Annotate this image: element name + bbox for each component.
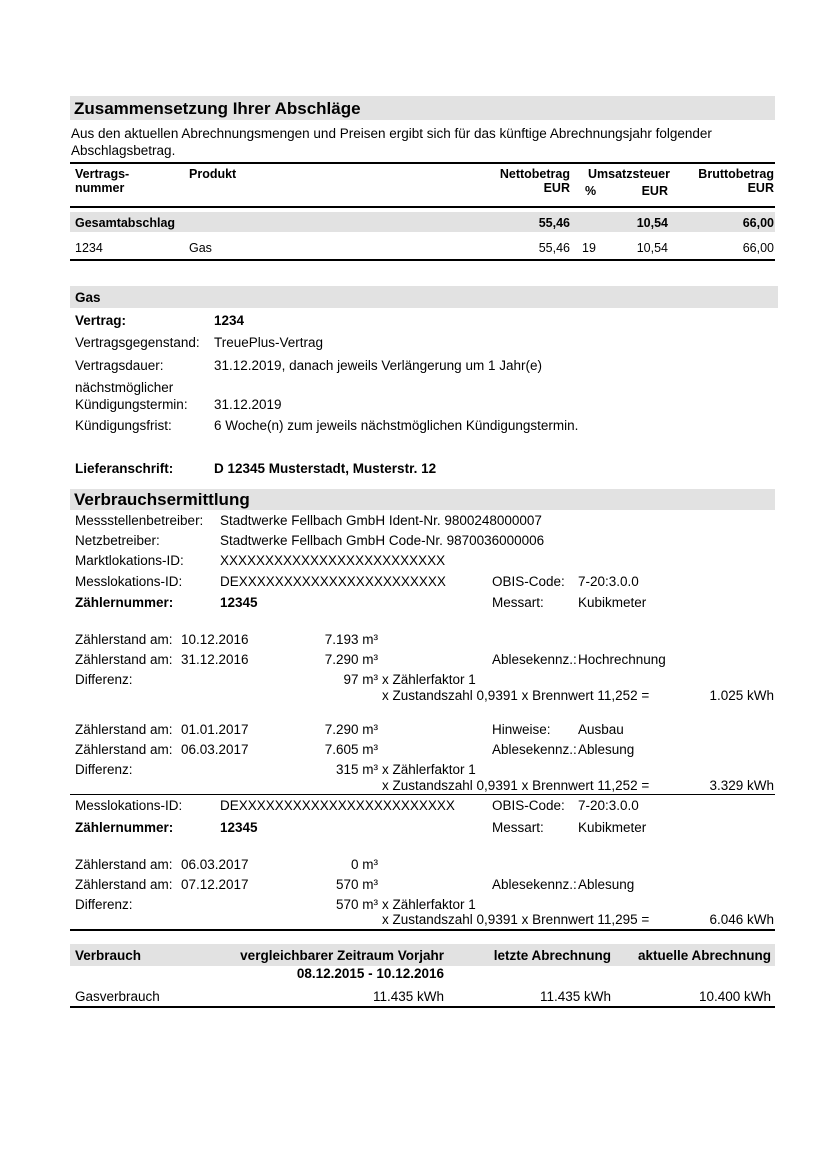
total-row-band	[70, 212, 775, 232]
msb-label: Messstellenbetreiber:	[75, 513, 204, 528]
zaehler-value: 12345	[220, 595, 258, 610]
zaehlerstand-value: 7.290 m³	[324, 652, 378, 667]
umrechnung-formel: x Zustandszahl 0,9391 x Brennwert 11,252 =	[382, 688, 650, 703]
melo-label: Messlokations-ID:	[75, 574, 183, 589]
obis-value: 7-20:3.0.0	[578, 574, 639, 589]
dauer-value: 31.12.2019, danach jeweils Verlängerung um 1 Jahr(e)	[214, 358, 542, 373]
obis-label: OBIS-Code:	[492, 798, 565, 813]
vergleich-row-label: Gasverbrauch	[75, 989, 160, 1004]
abschlaege-title: Zusammensetzung Ihrer Abschläge	[74, 99, 361, 118]
zaehlerstand-value: 7.193 m³	[324, 632, 378, 647]
col-header-ust-pct: %	[585, 184, 597, 198]
msb-value: Stadtwerke Fellbach GmbH Ident-Nr. 9800248000007	[220, 513, 542, 528]
zaehlerstand-label: Zählerstand am:	[75, 722, 173, 737]
messart-value: Kubikmeter	[578, 595, 647, 610]
zaehlerstand-label: Zählerstand am:	[75, 652, 173, 667]
ablesekennz-value: Ablesung	[578, 877, 635, 892]
zaehlerstand-date: 31.12.2016	[181, 652, 249, 667]
ablesekennz-label: Ablesekennz.:	[492, 742, 577, 757]
row-nummer: 1234	[75, 241, 103, 255]
col-header-produkt: Produkt	[189, 167, 237, 181]
malo-label: Marktlokations-ID:	[75, 553, 184, 568]
hinweise-label: Hinweise:	[492, 722, 551, 737]
zaehlerfaktor-text: x Zählerfaktor 1	[382, 897, 476, 912]
nb-value: Stadtwerke Fellbach GmbH Code-Nr. 9870036000006	[220, 533, 545, 548]
obis-value: 7-20:3.0.0	[578, 798, 639, 813]
vertrag-label: Vertrag:	[75, 313, 127, 328]
vergleich-header-letzte: letzte Abrechnung	[493, 948, 611, 963]
zaehler-label: Zählernummer:	[75, 820, 174, 835]
lieferanschrift-label: Lieferanschrift:	[75, 461, 174, 476]
vergleich-bottom-rule	[70, 1006, 775, 1008]
row-netto: 55,46	[538, 241, 570, 255]
zaehlerstand-label: Zählerstand am:	[75, 857, 173, 872]
total-label: Gesamtabschlag	[75, 216, 176, 230]
umrechnung-formel: x Zustandszahl 0,9391 x Brennwert 11,252 =	[382, 778, 650, 793]
differenz-value: 97 m³	[343, 672, 378, 687]
vertrag-value: 1234	[214, 313, 245, 328]
zaehlerstand-label: Zählerstand am:	[75, 877, 173, 892]
col-header-brutto-2: EUR	[747, 181, 774, 195]
zaehlerstand-date: 07.12.2017	[181, 877, 249, 892]
abschlaege-intro-line1: Aus den aktuellen Abrechnungsmengen und Preisen ergibt sich für das künftige Abrechnungsjahr folgender	[71, 126, 712, 141]
total-brutto: 66,00	[742, 216, 774, 230]
hinweise-value: Ausbau	[578, 722, 624, 737]
kwh-result: 3.329 kWh	[709, 778, 774, 793]
row-brutto: 66,00	[742, 241, 774, 255]
gas-title: Gas	[75, 290, 101, 305]
zaehler-value: 12345	[220, 820, 258, 835]
zaehlerstand-date: 01.01.2017	[181, 722, 249, 737]
zaehlerstand-label: Zählerstand am:	[75, 632, 173, 647]
total-ust: 10,54	[636, 216, 668, 230]
vergleich-row-letzte: 11.435 kWh	[539, 989, 611, 1004]
col-header-ust: Umsatzsteuer	[588, 167, 670, 181]
kuendigung-value: 31.12.2019	[214, 397, 282, 412]
vergleich-header-vorjahr: vergleichbarer Zeitraum Vorjahr	[240, 948, 444, 963]
col-header-brutto-1: Bruttobetrag	[698, 167, 774, 181]
frist-value: 6 Woche(n) zum jeweils nächstmöglichen Kündigungstermin.	[214, 418, 579, 433]
messart-label: Messart:	[492, 820, 544, 835]
dauer-label: Vertragsdauer:	[75, 358, 164, 373]
differenz-value: 570 m³	[335, 897, 378, 912]
verbrauch-bottom-rule	[70, 929, 775, 931]
obis-label: OBIS-Code:	[492, 574, 565, 589]
gegenstand-value: TreuePlus-Vertrag	[214, 335, 324, 350]
zaehlerstand-value: 570 m³	[335, 877, 378, 892]
zaehlerstand-date: 06.03.2017	[181, 742, 249, 757]
frist-label: Kündigungsfrist:	[75, 418, 172, 433]
differenz-label: Differenz:	[75, 762, 133, 777]
kuendigung-label-1: nächstmöglicher	[75, 380, 174, 395]
zaehler-label: Zählernummer:	[75, 595, 174, 610]
kuendigung-label-2: Kündigungstermin:	[75, 397, 188, 412]
vergleich-header-aktuelle: aktuelle Abrechnung	[637, 948, 771, 963]
zaehlerstand-date: 10.12.2016	[181, 632, 249, 647]
col-header-netto-2: EUR	[543, 181, 570, 195]
zaehlerstand-value: 7.605 m³	[324, 742, 378, 757]
vergleich-row-aktuelle: 10.400 kWh	[698, 989, 771, 1004]
row-produkt: Gas	[189, 241, 212, 255]
ablesekennz-value: Hochrechnung	[578, 652, 666, 667]
zaehlerstand-value: 7.290 m³	[324, 722, 378, 737]
table-header-rule	[70, 206, 775, 208]
table-bottom-rule	[70, 259, 775, 261]
vergleich-header-verbrauch: Verbrauch	[75, 948, 142, 963]
nb-label: Netzbetreiber:	[75, 533, 160, 548]
col-header-netto-1: Nettobetrag	[499, 167, 570, 181]
ablesekennz-value: Ablesung	[578, 742, 635, 757]
kwh-result: 1.025 kWh	[709, 688, 774, 703]
gas-header-band	[70, 286, 778, 308]
abschlaege-intro-line2: Abschlagsbetrag.	[71, 143, 176, 158]
verbrauch-title: Verbrauchsermittlung	[74, 490, 250, 509]
gegenstand-label: Vertragsgegenstand:	[75, 335, 200, 350]
differenz-label: Differenz:	[75, 897, 133, 912]
umrechnung-formel: x Zustandszahl 0,9391 x Brennwert 11,295 =	[382, 912, 650, 927]
zaehlerstand-value: 0 m³	[351, 857, 378, 872]
row-ust-pct: 19	[582, 241, 596, 255]
differenz-value: 315 m³	[335, 762, 378, 777]
lieferanschrift-value: D 12345 Musterstadt, Musterstr. 12	[214, 461, 437, 476]
zaehlerstand-label: Zählerstand am:	[75, 742, 173, 757]
messart-value: Kubikmeter	[578, 820, 647, 835]
differenz-label: Differenz:	[75, 672, 133, 687]
vergleich-header-vorjahr-zeitraum: 08.12.2015 - 10.12.2016	[296, 966, 444, 981]
melo-value: DEXXXXXXXXXXXXXXXXXXXXXXXX	[220, 798, 455, 813]
zaehlerfaktor-text: x Zählerfaktor 1	[382, 762, 476, 777]
col-header-ust-eur: EUR	[641, 184, 668, 198]
kwh-result: 6.046 kWh	[709, 912, 774, 927]
col-header-vertrag-2: nummer	[75, 181, 125, 195]
messlokation-divider	[70, 794, 775, 795]
ablesekennz-label: Ablesekennz.:	[492, 652, 577, 667]
ablesekennz-label: Ablesekennz.:	[492, 877, 577, 892]
messart-label: Messart:	[492, 595, 544, 610]
vergleich-row-vorjahr: 11.435 kWh	[372, 989, 444, 1004]
table-top-rule	[70, 162, 775, 164]
col-header-vertrag-1: Vertrags-	[75, 167, 130, 181]
melo-value: DEXXXXXXXXXXXXXXXXXXXXXXX	[220, 574, 446, 589]
zaehlerstand-date: 06.03.2017	[181, 857, 249, 872]
zaehlerfaktor-text: x Zählerfaktor 1	[382, 672, 476, 687]
total-netto: 55,46	[538, 216, 570, 230]
malo-value: XXXXXXXXXXXXXXXXXXXXXXXXX	[220, 553, 446, 568]
row-ust: 10,54	[636, 241, 668, 255]
melo-label: Messlokations-ID:	[75, 798, 183, 813]
